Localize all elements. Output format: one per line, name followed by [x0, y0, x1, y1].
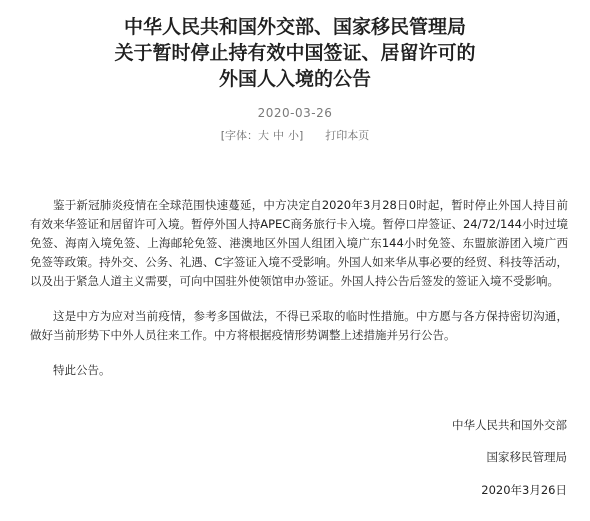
- font-size-close-bracket: ]: [299, 129, 304, 142]
- font-size-medium-link[interactable]: 中: [273, 129, 284, 142]
- announcement-title: [0, 14, 590, 92]
- signature-date: 2020年3月26日: [481, 483, 567, 497]
- announcement-body: [30, 196, 568, 380]
- font-size-small-link[interactable]: 小: [288, 129, 299, 142]
- print-page-link[interactable]: 打印本页: [325, 129, 370, 142]
- signature-org-1: 中华人民共和国外交部: [452, 418, 567, 432]
- body-paragraph-2: 这是中方为应对当前疫情，参考多国做法，不得已采取的临时性措施。中方愿与各方保持密切沟通，做好当前形势下中外人员往来工作。中方将根据疫情形势调整上述措施并另行公告。: [30, 309, 568, 342]
- article-toolbar: [0, 127, 590, 143]
- signature-org-2: 国家移民管理局: [486, 450, 567, 464]
- body-paragraph-1: 鉴于新冠肺炎疫情在全球范围快速蔓延，中方决定自2020年3月28日0时起，暂时停止外国人持目前有效来华签证和居留许可入境。暂停外国人持APEC商务旅行卡入境。暂停口岸签证、24/72/144小时过境免签、海南入境免签、上海邮轮免签、港澳地区外国人组团入境广东144小时免签、东盟旅游团入境广西免签等政策。持外交、公务、礼遇、C字签证入境不受影响。外国人如来华从事必要的经贸、科技等活动，以及出于紧急人道主义需要，可向中国驻外使领馆申办签证。外国人持公告后签发的签证入境不受影响。: [30, 198, 568, 288]
- title-line-3: 外国人入境的公告: [218, 68, 371, 90]
- title-line-1: 中华人民共和国外交部、国家移民管理局: [123, 16, 466, 38]
- body-paragraph-3: 特此公告。: [53, 363, 111, 377]
- font-size-label: [字体：: [220, 129, 258, 142]
- title-line-2: 关于暂时停止持有效中国签证、居留许可的: [114, 42, 476, 64]
- publish-date: 2020-03-26: [257, 106, 333, 120]
- font-size-large-link[interactable]: 大: [258, 129, 269, 142]
